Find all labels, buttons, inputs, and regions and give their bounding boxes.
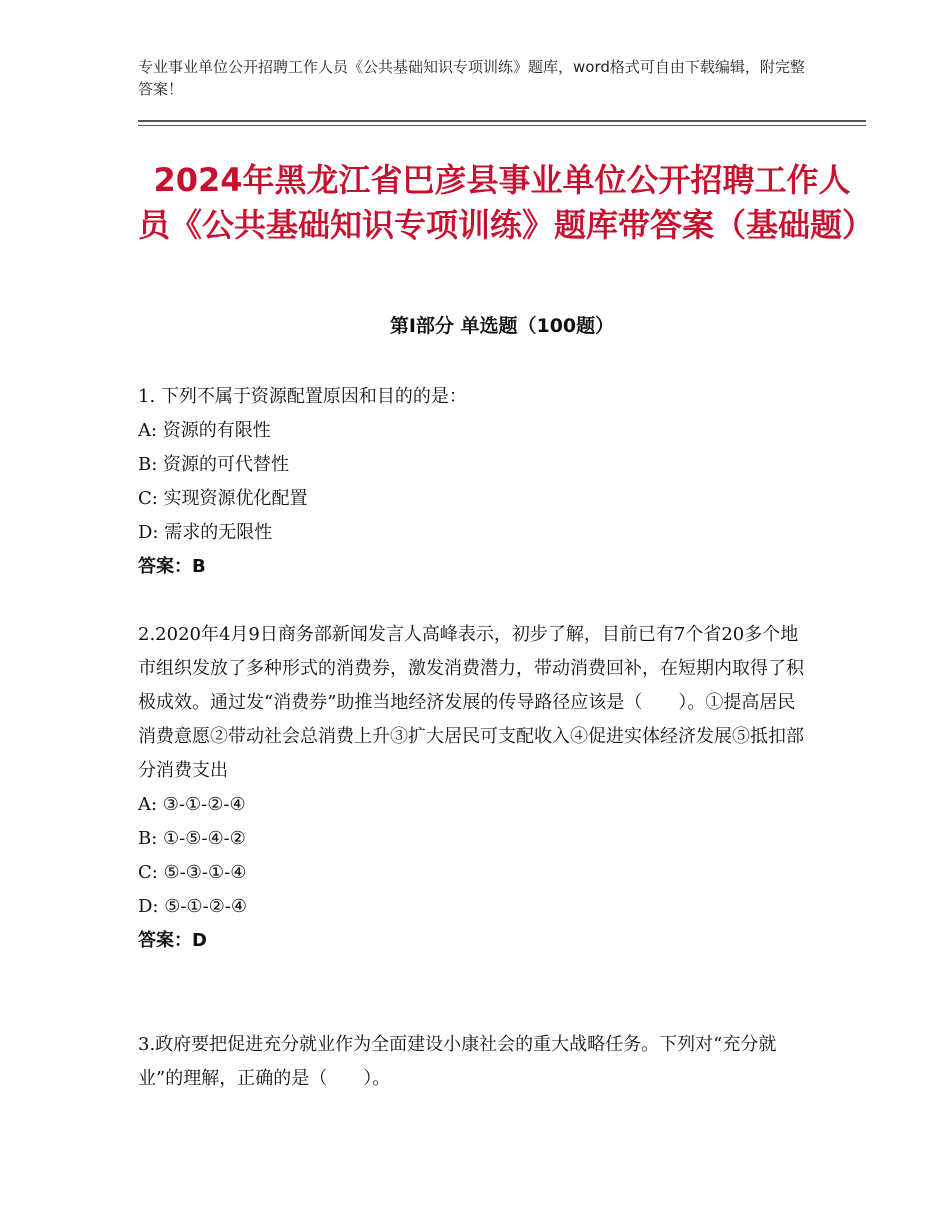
answer: 答案：D (138, 930, 207, 951)
option-a: A: ③-①-②-④ (138, 794, 246, 815)
option-b: B: 资源的可代替性 (138, 454, 290, 475)
header-rule-thin (138, 125, 866, 126)
option-d: D: 需求的无限性 (138, 522, 273, 543)
option-a: A: 资源的有限性 (138, 420, 271, 441)
answer: 答案：B (138, 556, 206, 577)
option-c: C: ⑤-③-①-④ (138, 862, 247, 883)
document-title: 2024年黑龙江省巴彦县事业单位公开招聘工作人员《公共基础知识专项训练》题库带答案（基础题） (138, 161, 875, 244)
header-note: 专业事业单位公开招聘工作人员《公共基础知识专项训练》题库，word格式可自由下载编辑，附完整答案！ (138, 58, 805, 98)
question-1 (138, 380, 808, 584)
question-stem: 1. 下列不属于资源配置原因和目的的是： (138, 386, 467, 407)
question-3 (138, 1028, 808, 1096)
option-b: B: ①-⑤-④-② (138, 828, 246, 849)
question-stem: 3.政府要把促进充分就业作为全面建设小康社会的重大战略任务。下列对“充分就业”的理解，正确的是（ ）。 (138, 1034, 777, 1089)
option-d: D: ⑤-①-②-④ (138, 896, 248, 917)
question-2 (138, 618, 808, 958)
header-rule (138, 120, 866, 122)
option-c: C: 实现资源优化配置 (138, 488, 308, 509)
question-stem: 2.2020年4月9日商务部新闻发言人高峰表示，初步了解，目前已有7个省20多个地市组织发放了多种形式的消费券，激发消费潜力，带动消费回补，在短期内取得了积极成效。通过发“消费券”助推当地经济发展的传导路径应该是（ ）。①提高居民消费意愿②带动社会总消费上升③扩大居民可支配收入④促进实体经济发展⑤抵扣部分消费支出 (138, 624, 804, 781)
section-title: 第Ⅰ部分 单选题（100题） (389, 315, 615, 337)
